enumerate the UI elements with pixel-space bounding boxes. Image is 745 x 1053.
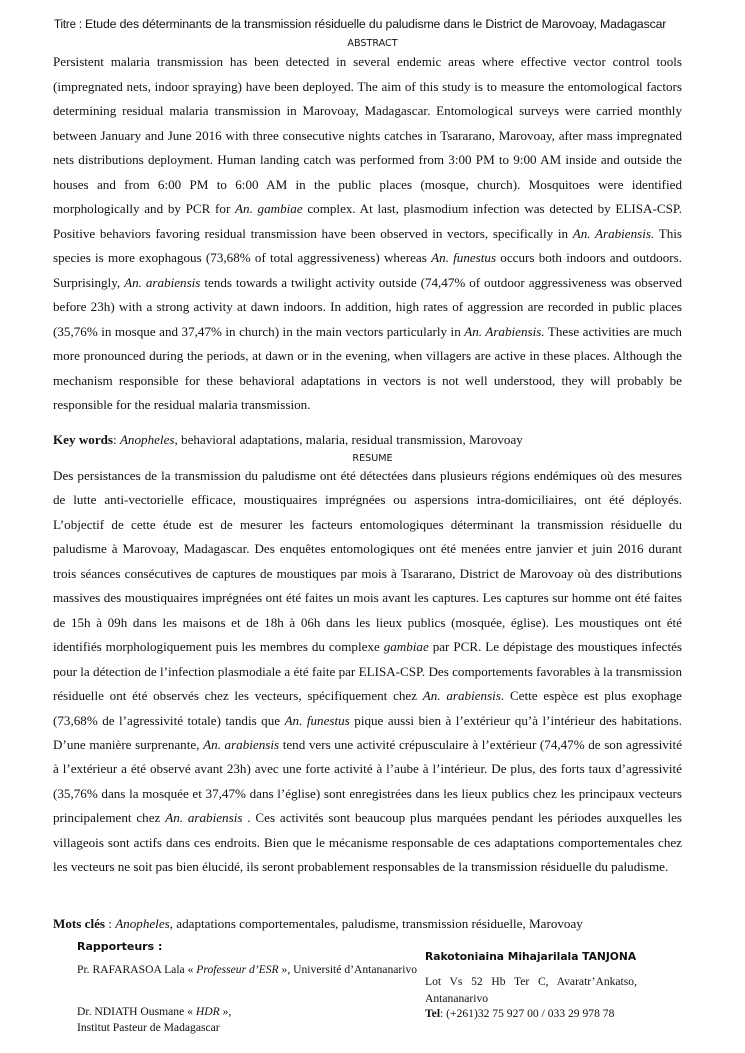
abstract-text: Persistent malaria transmission has been detected in several endemic areas where effective vector control tools (impregnated nets, indoor spraying) have been deployed. The aim of this study is to measure the entomological factors determining residual malaria transmission in Marovoay, Madagascar. Entomological surveys were carried monthly between January and June 2016 with three consecutive nights catches in Tsararano, Marovoay, after mass impregnated nets distributions deployment. Human landing catch was performed from 3:00 PM to 9:00 AM inside and outside the houses and from 6:00 PM to 6:00 AM in the public places (mosque, church). Mosquitoes were identified morphologically and by PCR for An. gambiae complex. At last, plasmodium infection was detected by ELISA-CSP. Positive behaviors favoring residual transmission have been observed in vectors, specifically in An. Arabiensis. This species is more exophagous (73,68% of total aggressiveness) whereas An. funestus occurs both indoors and outdoors. Surprisingly, An. arabiensis tends towards a twilight activity outside (74,47% of outdoor aggressiveness was observed before 23h) with a strong activity at dawn indoors. In addition, high rates of aggression are recorded in public places (35,76% in mosque and 37,47% in church) in the main vectors particularly in An. Arabiensis. These activities are much more pronounced during the periods, at dawn or in the evening, when villagers are active in these places. Although the mechanism responsible for these behavioral adaptations in vectors is not well understood, they will probably be responsible for the residual malaria transmission. — [53, 54, 682, 412]
title-label: Titre — [54, 19, 76, 31]
resume-heading: RESUME — [352, 453, 393, 464]
rapporteurs-heading: Rapporteurs : — [77, 940, 163, 953]
document-title: Titre : Etude des déterminants de la transmission résiduelle du paludisme dans le District de Marovoay, Madagascar — [54, 17, 667, 31]
title-text: Etude des déterminants de la transmission résiduelle du paludisme dans le District de Marovoay, Madagascar — [84, 17, 667, 31]
author-phone: Tel: (+261)32 75 927 00 / 033 29 978 78 — [425, 1007, 615, 1020]
rapporteur-1: Pr. RAFARASOA Lala « Professeur d’ESR », Université d’Antananarivo — [77, 963, 418, 976]
abstract-heading: ABSTRACT — [347, 38, 398, 49]
author-name: Rakotoniaina Mihajarilala TANJONA — [425, 950, 637, 963]
rapporteur-2: Dr. NDIATH Ousmane « HDR », Institut Pasteur de Madagascar — [77, 1005, 232, 1034]
resume-keywords: Mots clés : Anopheles, adaptations comportementales, paludisme, transmission résiduelle, Marovoay — [53, 916, 583, 931]
abstract-keywords: Key words: Anopheles, behavioral adaptations, malaria, residual transmission, Marovoay — [53, 432, 523, 447]
resume-text: Des persistances de la transmission du paludisme ont été détectées dans plusieurs régions endémiques où des mesures de lutte anti-vectorielle efficace, moustiquaires imprégnées ou aspersions intra-domiciliaires, ont été déployés. L’objectif de cette étude est de mesurer les facteurs entomologiques déterminant la transmission résiduelle du paludisme à Marovoay, Madagascar. Des enquêtes entomologiques ont été menées entre janvier et juin 2016 durant trois séances consécutives de captures de moustiques par mois à Tsararano, District de Marovoay où des distributions massives des moustiquaires imprégnées ont été faites un mois avant les captures. Les captures sur homme ont été faites de 15h à 09h dans les maisons et de 18h à 06h dans les lieux publics (mosquée, église). Les moustiques ont été identifiés morphologiquement puis les membres du complexe gambiae par PCR. Le dépistage des moustiques infectés pour la détection de l’infection plasmodiale a été faite par ELISA-CSP. Des comportements favorables à la transmission résiduelle ont été observés chez les vecteurs, spécifiquement chez An. arabiensis. Cette espèce est plus exophage (73,68% de l’agressivité totale) tandis que An. funestus pique aussi bien à l’extérieur qu’à l’intérieur des habitations. D’une manière surprenante, An. arabiensis tend vers une activité crépusculaire à l’extérieur (74,47% de son agressivité à l’extérieur a été observé avant 23h) avec une forte activité à l’aube à l’intérieur. De plus, des forts taux d’agressivité (35,76% dans la mosquée et 37,47% dans l’église) sont enregistrées dans les lieux publics chez les principaux vecteurs principalement chez An. arabiensis . Ces activités sont beaucoup plus marquées pendant les périodes auxquelles les villageois sont actifs dans ces endroits. Bien que le mécanisme responsable de ces adaptations comportementales chez les vecteurs ne soit pas bien élucidé, ils seront probablement responsables de la transmission résiduelle du paludisme. — [53, 468, 683, 875]
author-address: Lot Vs 52 Hb Ter C, Avaratr’Ankatso, Antananarivo — [425, 975, 637, 1005]
